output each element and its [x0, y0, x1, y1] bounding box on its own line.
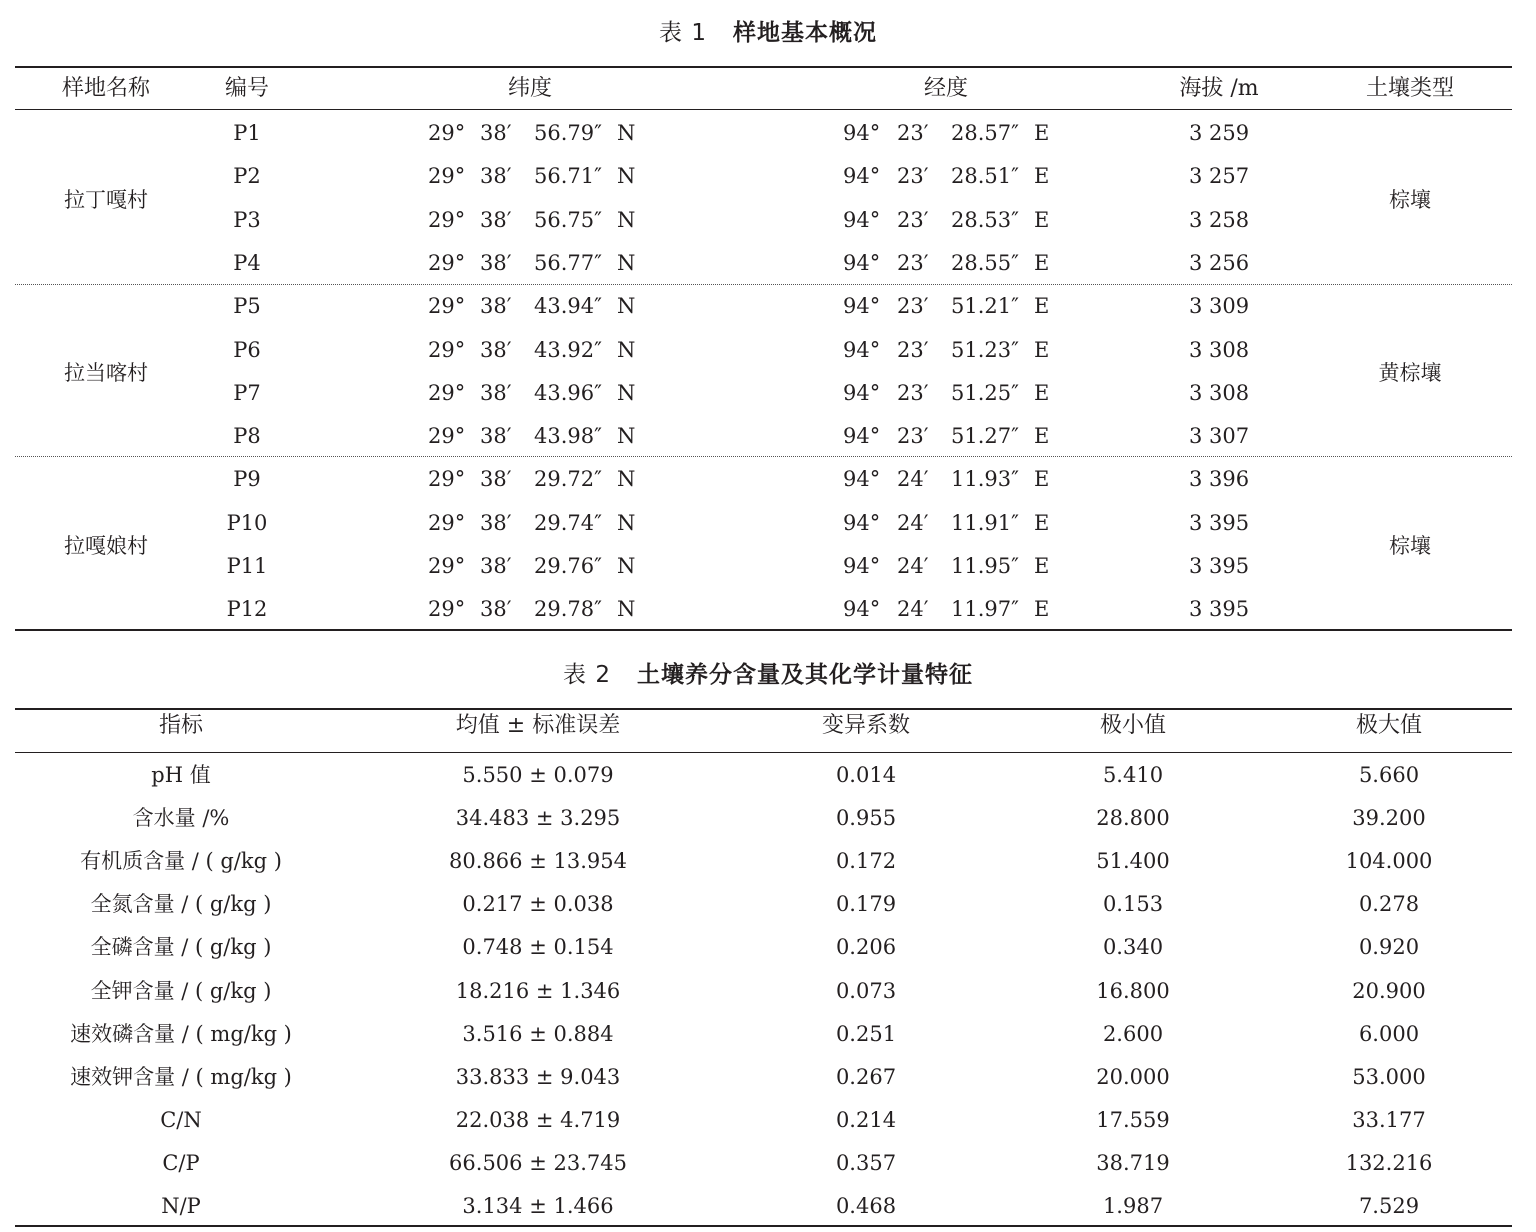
latitude-part: 38′	[480, 164, 512, 189]
altitude: 3 395	[1188, 597, 1250, 622]
latitude-part: 29°	[428, 597, 466, 622]
longitude-part: 94°	[843, 467, 881, 492]
minimum-value: 17.559	[1096, 1107, 1170, 1132]
village-name: 拉丁嘎村	[64, 187, 148, 212]
village-name: 拉当喀村	[64, 361, 148, 386]
maximum-value: 0.920	[1358, 935, 1420, 960]
longitude-part: 94°	[843, 424, 881, 449]
mean-stderr: 0.748 ± 0.154	[462, 935, 614, 960]
longitude-part: E	[1034, 424, 1050, 449]
longitude-part: E	[1034, 380, 1050, 405]
latitude-part: N	[617, 121, 636, 145]
altitude: 3 256	[1188, 250, 1250, 275]
variation-coefficient: 0.267	[835, 1064, 897, 1089]
longitude-part: 94°	[843, 597, 881, 622]
indicator: 速效磷含量 / ( mg/kg )	[70, 1021, 292, 1046]
indicator: N/P	[161, 1194, 201, 1218]
altitude: 3 309	[1188, 294, 1250, 319]
table1-top-rule	[15, 66, 1512, 68]
minimum-value: 28.800	[1096, 806, 1170, 831]
variation-coefficient: 0.073	[835, 978, 897, 1003]
latitude-part: 38′	[480, 380, 512, 405]
longitude-part: 28.55″	[951, 250, 1019, 275]
maximum-value: 20.900	[1352, 978, 1426, 1003]
plot-id: P1	[233, 121, 261, 145]
plot-id: P11	[226, 554, 268, 578]
latitude-part: 29.72″	[534, 467, 602, 492]
longitude-part: E	[1034, 164, 1050, 189]
indicator: C/P	[162, 1150, 200, 1175]
longitude-part: 23′	[897, 380, 929, 405]
latitude-part: 56.79″	[534, 121, 602, 145]
table1-group-divider	[15, 456, 1512, 457]
longitude-part: E	[1034, 467, 1050, 492]
longitude-part: 11.97″	[951, 597, 1019, 622]
table1-caption-title: 样地基本概况	[732, 20, 877, 46]
table2-header-cv: 变异系数	[821, 713, 911, 738]
latitude-part: 38′	[480, 121, 512, 145]
latitude-part: 56.77″	[534, 250, 602, 275]
longitude-part: 94°	[843, 164, 881, 189]
variation-coefficient: 0.251	[835, 1021, 897, 1046]
mean-stderr: 22.038 ± 4.719	[455, 1107, 621, 1132]
latitude-part: 38′	[480, 250, 512, 275]
plot-id: P2	[233, 164, 261, 189]
table2-top-rule	[15, 708, 1512, 710]
table1-caption	[0, 14, 1536, 47]
plot-id: P4	[233, 250, 261, 275]
maximum-value: 5.660	[1358, 763, 1420, 787]
longitude-part: E	[1034, 597, 1050, 622]
latitude-part: 38′	[480, 597, 512, 622]
longitude-part: E	[1034, 250, 1050, 275]
mean-stderr: 66.506 ± 23.745	[449, 1150, 627, 1175]
mean-stderr: 80.866 ± 13.954	[449, 849, 627, 874]
maximum-value: 0.278	[1358, 892, 1420, 917]
latitude-part: 43.92″	[534, 337, 602, 362]
table2-caption	[0, 656, 1536, 689]
altitude: 3 258	[1188, 207, 1250, 232]
altitude: 3 259	[1188, 121, 1250, 145]
latitude-part: 43.98″	[534, 424, 602, 449]
longitude-part: 23′	[897, 294, 929, 319]
longitude-part: 11.93″	[951, 467, 1019, 492]
longitude-part: 23′	[897, 207, 929, 232]
table1-header-longitude: 经度	[923, 76, 969, 101]
latitude-part: 38′	[480, 467, 512, 492]
minimum-value: 0.340	[1102, 935, 1164, 960]
latitude-part: 29°	[428, 294, 466, 319]
longitude-part: E	[1034, 121, 1050, 145]
longitude-part: 28.51″	[951, 164, 1019, 189]
indicator: pH 值	[151, 763, 211, 787]
indicator: 含水量 /%	[132, 806, 230, 831]
table1-bottom-rule	[15, 629, 1512, 631]
maximum-value: 39.200	[1352, 806, 1426, 831]
longitude-part: 23′	[897, 164, 929, 189]
longitude-part: 94°	[843, 121, 881, 145]
minimum-value: 16.800	[1096, 978, 1170, 1003]
longitude-part: 94°	[843, 510, 881, 535]
table2-caption-number: 表 2	[563, 662, 611, 688]
altitude: 3 395	[1188, 510, 1250, 535]
variation-coefficient: 0.955	[835, 806, 897, 831]
longitude-part: 24′	[897, 467, 929, 492]
mean-stderr: 5.550 ± 0.079	[462, 763, 614, 787]
table1-header-altitude: 海拔 /m	[1179, 76, 1259, 101]
longitude-part: 28.57″	[951, 121, 1019, 145]
latitude-part: N	[617, 164, 636, 189]
indicator: 全磷含量 / ( g/kg )	[90, 935, 272, 960]
plot-id: P6	[233, 337, 261, 362]
latitude-part: 29°	[428, 380, 466, 405]
variation-coefficient: 0.357	[835, 1150, 897, 1175]
latitude-part: 38′	[480, 294, 512, 319]
altitude: 3 257	[1188, 164, 1250, 189]
latitude-part: 38′	[480, 510, 512, 535]
table2-header-min: 极小值	[1099, 713, 1167, 738]
latitude-part: 29°	[428, 337, 466, 362]
village-name: 拉嘎娘村	[64, 534, 148, 559]
latitude-part: 29°	[428, 510, 466, 535]
longitude-part: 94°	[843, 207, 881, 232]
altitude: 3 396	[1188, 467, 1250, 492]
plot-id: P10	[226, 510, 268, 535]
latitude-part: 43.94″	[534, 294, 602, 319]
table1-header-soil-type: 土壤类型	[1365, 76, 1455, 101]
longitude-part: E	[1034, 294, 1050, 319]
table2-header-mean: 均值 ± 标准误差	[455, 713, 621, 738]
latitude-part: 29°	[428, 554, 466, 578]
longitude-part: 51.23″	[951, 337, 1019, 362]
minimum-value: 20.000	[1096, 1064, 1170, 1089]
longitude-part: 11.95″	[951, 554, 1019, 578]
longitude-part: 24′	[897, 597, 929, 622]
maximum-value: 104.000	[1345, 849, 1433, 874]
table2-header-max: 极大值	[1355, 713, 1423, 738]
longitude-part: 23′	[897, 337, 929, 362]
altitude: 3 307	[1188, 424, 1250, 449]
latitude-part: 29°	[428, 424, 466, 449]
latitude-part: 29.74″	[534, 510, 602, 535]
altitude: 3 308	[1188, 380, 1250, 405]
latitude-part: 29°	[428, 164, 466, 189]
altitude: 3 308	[1188, 337, 1250, 362]
longitude-part: 24′	[897, 510, 929, 535]
latitude-part: 38′	[480, 337, 512, 362]
mean-stderr: 3.516 ± 0.884	[462, 1021, 614, 1046]
maximum-value: 132.216	[1345, 1150, 1433, 1175]
longitude-part: 94°	[843, 554, 881, 578]
latitude-part: 38′	[480, 207, 512, 232]
latitude-part: 29°	[428, 250, 466, 275]
latitude-part: N	[617, 554, 636, 578]
table1-header-village: 样地名称	[61, 76, 151, 101]
latitude-part: 29.76″	[534, 554, 602, 578]
minimum-value: 2.600	[1102, 1021, 1164, 1046]
plot-id: P5	[233, 294, 261, 319]
longitude-part: 23′	[897, 424, 929, 449]
plot-id: P12	[226, 597, 268, 622]
plot-id: P9	[233, 467, 261, 492]
indicator: 全氮含量 / ( g/kg )	[90, 892, 272, 917]
latitude-part: N	[617, 510, 636, 535]
table2-bottom-rule	[15, 1225, 1512, 1227]
soil-type: 棕壤	[1389, 187, 1431, 212]
latitude-part: N	[617, 467, 636, 492]
longitude-part: 11.91″	[951, 510, 1019, 535]
longitude-part: 51.21″	[951, 294, 1019, 319]
latitude-part: 38′	[480, 554, 512, 578]
soil-type: 黄棕壤	[1378, 361, 1442, 386]
variation-coefficient: 0.179	[835, 892, 897, 917]
table2-header-rule	[15, 752, 1512, 753]
variation-coefficient: 0.468	[835, 1194, 897, 1218]
longitude-part: E	[1034, 207, 1050, 232]
maximum-value: 6.000	[1358, 1021, 1420, 1046]
minimum-value: 38.719	[1096, 1150, 1170, 1175]
latitude-part: 56.75″	[534, 207, 602, 232]
table2-caption-title: 土壤养分含量及其化学计量特征	[636, 662, 973, 688]
latitude-part: N	[617, 380, 636, 405]
mean-stderr: 18.216 ± 1.346	[455, 978, 621, 1003]
plot-id: P3	[233, 207, 261, 232]
table1-header-rule	[15, 109, 1512, 110]
indicator: C/N	[160, 1107, 202, 1132]
variation-coefficient: 0.206	[835, 935, 897, 960]
variation-coefficient: 0.172	[835, 849, 897, 874]
latitude-part: N	[617, 294, 636, 319]
indicator: 全钾含量 / ( g/kg )	[90, 978, 272, 1003]
latitude-part: 29°	[428, 121, 466, 145]
minimum-value: 5.410	[1102, 763, 1164, 787]
latitude-part: N	[617, 207, 636, 232]
longitude-part: E	[1034, 510, 1050, 535]
maximum-value: 7.529	[1358, 1194, 1420, 1218]
latitude-part: 38′	[480, 424, 512, 449]
minimum-value: 1.987	[1102, 1194, 1164, 1218]
altitude: 3 395	[1188, 554, 1250, 578]
indicator: 有机质含量 / ( g/kg )	[80, 849, 282, 874]
plot-id: P8	[233, 424, 261, 449]
mean-stderr: 3.134 ± 1.466	[462, 1194, 614, 1218]
longitude-part: E	[1034, 337, 1050, 362]
minimum-value: 51.400	[1096, 849, 1170, 874]
table1-caption-number: 表 1	[659, 20, 707, 46]
maximum-value: 53.000	[1352, 1064, 1426, 1089]
longitude-part: 24′	[897, 554, 929, 578]
latitude-part: N	[617, 337, 636, 362]
mean-stderr: 33.833 ± 9.043	[455, 1064, 621, 1089]
longitude-part: 51.25″	[951, 380, 1019, 405]
variation-coefficient: 0.214	[835, 1107, 897, 1132]
longitude-part: 94°	[843, 380, 881, 405]
longitude-part: 28.53″	[951, 207, 1019, 232]
longitude-part: 94°	[843, 294, 881, 319]
longitude-part: 23′	[897, 121, 929, 145]
table2-header-indicator: 指标	[158, 713, 204, 738]
latitude-part: 29°	[428, 207, 466, 232]
variation-coefficient: 0.014	[835, 763, 897, 787]
latitude-part: 29.78″	[534, 597, 602, 622]
minimum-value: 0.153	[1102, 892, 1164, 917]
soil-type: 棕壤	[1389, 534, 1431, 559]
maximum-value: 33.177	[1352, 1107, 1426, 1132]
table1-header-id: 编号	[224, 76, 270, 101]
latitude-part: N	[617, 597, 636, 622]
table1-header-latitude: 纬度	[507, 76, 553, 101]
mean-stderr: 34.483 ± 3.295	[455, 806, 621, 831]
latitude-part: 56.71″	[534, 164, 602, 189]
latitude-part: 43.96″	[534, 380, 602, 405]
mean-stderr: 0.217 ± 0.038	[462, 892, 614, 917]
longitude-part: E	[1034, 554, 1050, 578]
longitude-part: 94°	[843, 337, 881, 362]
longitude-part: 51.27″	[951, 424, 1019, 449]
longitude-part: 94°	[843, 250, 881, 275]
table1-group-divider	[15, 284, 1512, 285]
indicator: 速效钾含量 / ( mg/kg )	[70, 1064, 292, 1089]
plot-id: P7	[233, 380, 261, 405]
latitude-part: N	[617, 250, 636, 275]
longitude-part: 23′	[897, 250, 929, 275]
latitude-part: N	[617, 424, 636, 449]
latitude-part: 29°	[428, 467, 466, 492]
